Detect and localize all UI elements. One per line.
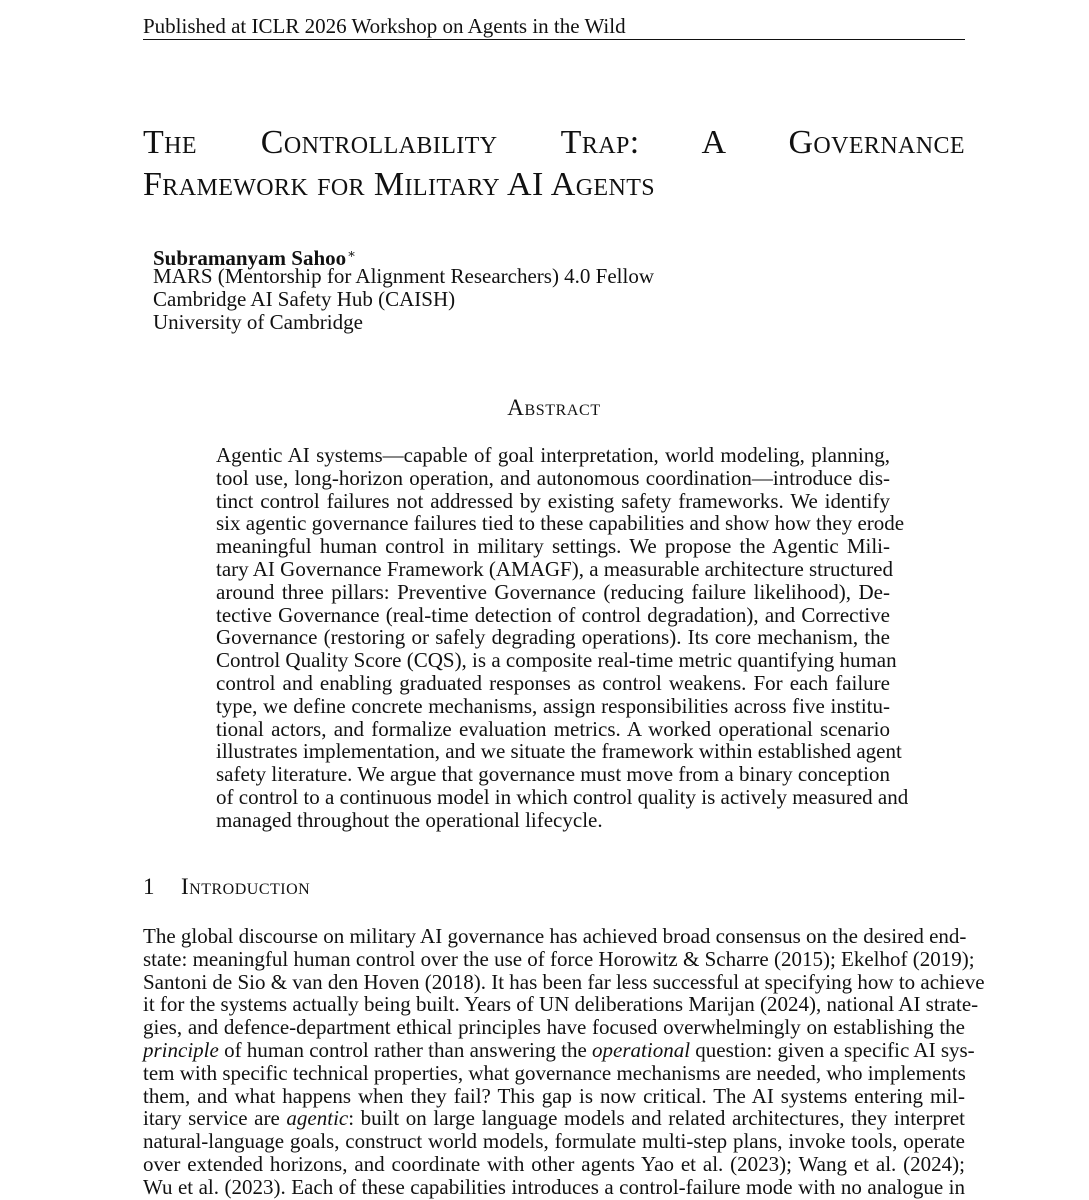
intro-line: them, and what happens when they fail? This gap is now critical. The AI systems entering mil- <box>143 1083 965 1108</box>
emphasis-principle: principle <box>143 1037 219 1062</box>
abstract-line: Agentic AI systems—capable of goal interpretation, world modeling, planning, <box>216 443 890 467</box>
intro-line: natural-language goals, construct world models, formulate multi-step plans, invoke tools, operate <box>143 1129 965 1154</box>
author-footnote-mark: ∗ <box>347 246 356 261</box>
abstract-line: meaningful human control in military settings. We propose the Agentic Mili- <box>216 534 890 559</box>
abstract-line: type, we define concrete mechanisms, assign responsibilities across five institu- <box>216 693 890 718</box>
abstract-line: around three pillars: Preventive Governance (reducing failure likelihood), De- <box>216 579 890 604</box>
abstract-line: control and enabling graduated responses as control weakens. For each failure <box>216 670 890 695</box>
emphasis-agentic: agentic <box>286 1106 349 1131</box>
intro-line: state: meaningful human control over the use of force Horowitz & Scharre (2015); Ekelhof (2019); <box>143 946 975 971</box>
running-header: Published at ICLR 2026 Workshop on Agents in the Wild <box>143 14 626 38</box>
header-rule <box>143 39 965 40</box>
intro-line: tem with specific technical properties, what governance mechanisms are needed, who implements <box>143 1060 966 1085</box>
emphasis-operational: operational <box>592 1037 691 1062</box>
intro-line: Santoni de Sio & van den Hoven (2018). It has been far less successful at specifying how to achieve <box>143 969 985 994</box>
abstract-line: illustrates implementation, and we situate the framework within established agent <box>216 739 902 764</box>
section-number: 1 <box>143 874 155 899</box>
intro-line: it for the systems actually being built. Years of UN deliberations Marijan (2024), national AI strate- <box>143 992 979 1017</box>
paper-title-line-1: The Controllability Trap: A Governance <box>143 124 965 161</box>
intro-body <box>143 924 985 1199</box>
intro-text: : built on large language models and related architectures, they interpret <box>348 1106 965 1131</box>
intro-text: itary service are <box>143 1106 287 1131</box>
abstract-line: managed throughout the operational lifecycle. <box>216 807 603 832</box>
abstract-heading: Abstract <box>507 395 601 420</box>
abstract-line: tinct control failures not addressed by existing safety frameworks. We identify <box>216 488 890 513</box>
abstract-line: of control to a continuous model in which control quality is actively measured and <box>216 784 909 809</box>
paper-title-line-2: Framework for Military AI Agents <box>143 166 656 203</box>
author-name-text: Subramanyam Sahoo <box>153 246 347 270</box>
intro-line: Wu et al. (2023). Each of these capabilities introduces a control-failure mode with no analogue in <box>143 1174 965 1199</box>
abstract-line: tool use, long-horizon operation, and autonomous coordination—introduce dis- <box>216 465 890 490</box>
intro-line <box>143 1107 965 1130</box>
abstract-line: Governance (restoring or safely degrading operations). Its core mechanism, the <box>216 625 890 650</box>
abstract-body <box>216 443 909 832</box>
intro-line <box>143 1037 975 1062</box>
intro-line: over extended horizons, and coordinate with other agents Yao et al. (2023); Wang et al. (2024); <box>143 1151 965 1176</box>
abstract-line: safety literature. We argue that governance must move from a binary conception <box>216 762 890 787</box>
section-title: Introduction <box>181 874 311 899</box>
abstract-line: tary AI Governance Framework (AMAGF), a measurable architecture structured <box>216 556 893 581</box>
affiliation-1: MARS (Mentorship for Alignment Researchers) 4.0 Fellow <box>153 264 655 288</box>
abstract-line: tective Governance (real-time detection of control degradation), and Corrective <box>216 602 890 627</box>
affiliation-3: University of Cambridge <box>153 310 363 334</box>
abstract-line: Control Quality Score (CQS), is a composite real-time metric quantifying human <box>216 648 897 673</box>
abstract-line: six agentic governance failures tied to these capabilities and show how they erode <box>216 511 905 536</box>
section-heading <box>143 873 310 901</box>
intro-text: question: given a specific AI sys- <box>690 1037 975 1062</box>
intro-text: of human control rather than answering the <box>218 1037 593 1062</box>
affiliation-2: Cambridge AI Safety Hub (CAISH) <box>153 287 456 311</box>
intro-line: gies, and defence-department ethical principles have focused overwhelmingly on establishing the <box>143 1015 965 1040</box>
abstract-line: tional actors, and formalize evaluation metrics. A worked operational scenario <box>216 716 890 741</box>
intro-line: The global discourse on military AI governance has achieved broad consensus on the desired end- <box>143 924 967 948</box>
